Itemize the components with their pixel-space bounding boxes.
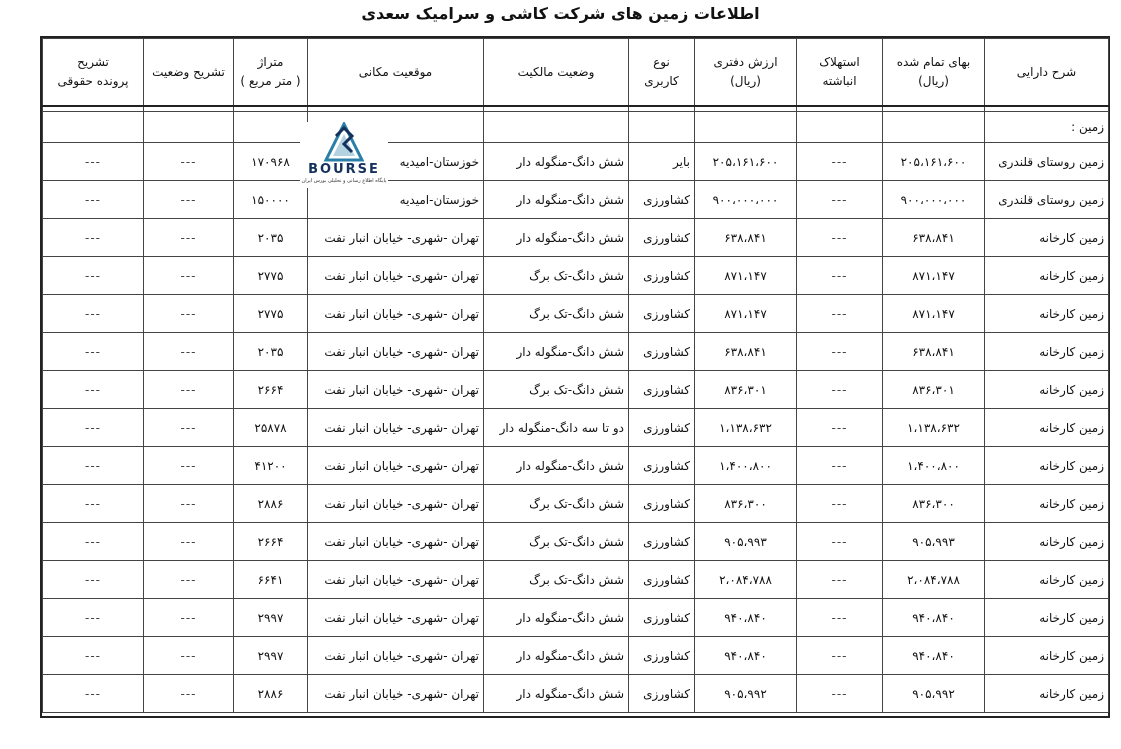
table-row [43, 371, 1109, 409]
status-cell: --- [144, 523, 234, 561]
table-row [43, 637, 1109, 675]
depreciation-cell: --- [797, 485, 883, 523]
book-value-cell: ۲۰۵،۱۶۱،۶۰۰ [695, 143, 797, 181]
depreciation-cell: --- [797, 257, 883, 295]
table-row [43, 143, 1109, 181]
legal-cell: --- [43, 371, 144, 409]
usage-cell: کشاورزی [629, 637, 695, 675]
book-value-cell: ۹۰۰،۰۰۰،۰۰۰ [695, 181, 797, 219]
legal-cell: --- [43, 485, 144, 523]
table-row [43, 485, 1109, 523]
depreciation-cell: --- [797, 561, 883, 599]
logo-subtitle: پایگاه اطلاع رسانی و تحلیلی بورس ایران [301, 178, 387, 184]
depreciation-cell: --- [797, 447, 883, 485]
legal-cell: --- [43, 295, 144, 333]
usage-cell: کشاورزی [629, 219, 695, 257]
area-cell: ۲۶۶۴ [234, 523, 308, 561]
section-row [43, 112, 1109, 143]
usage-cell: کشاورزی [629, 523, 695, 561]
bourse-logo [300, 122, 388, 188]
book-value-cell: ۶۳۸،۸۴۱ [695, 219, 797, 257]
ownership-cell: شش دانگ-تک برگ [484, 371, 629, 409]
depreciation-cell: --- [797, 409, 883, 447]
usage-cell: بایر [629, 143, 695, 181]
asset-desc-cell: زمین کارخانه [985, 447, 1109, 485]
cost-cell: ۸۷۱،۱۴۷ [883, 295, 985, 333]
asset-desc-cell: زمین کارخانه [985, 409, 1109, 447]
asset-desc-cell: زمین کارخانه [985, 599, 1109, 637]
location-cell: تهران -شهری- خیابان انبار نفت [308, 675, 484, 713]
depreciation-cell: --- [797, 143, 883, 181]
area-cell: ۲۰۳۵ [234, 333, 308, 371]
legal-cell: --- [43, 143, 144, 181]
usage-cell: کشاورزی [629, 295, 695, 333]
legal-cell: --- [43, 181, 144, 219]
depreciation-cell: --- [797, 523, 883, 561]
status-cell: --- [144, 181, 234, 219]
area-cell: ۲۵۸۷۸ [234, 409, 308, 447]
status-cell: --- [144, 675, 234, 713]
table-row [43, 561, 1109, 599]
asset-desc-cell: زمین کارخانه [985, 295, 1109, 333]
table-row [43, 257, 1109, 295]
status-cell: --- [144, 561, 234, 599]
status-cell: --- [144, 371, 234, 409]
legal-cell: --- [43, 523, 144, 561]
depreciation-cell: --- [797, 295, 883, 333]
land-info-table [42, 38, 1109, 713]
area-cell: ۲۷۷۵ [234, 257, 308, 295]
status-cell: --- [144, 295, 234, 333]
legal-cell: --- [43, 447, 144, 485]
usage-cell: کشاورزی [629, 257, 695, 295]
location-cell: تهران -شهری- خیابان انبار نفت [308, 333, 484, 371]
ownership-cell: شش دانگ-منگوله دار [484, 675, 629, 713]
status-cell: --- [144, 333, 234, 371]
status-cell: --- [144, 257, 234, 295]
ownership-cell: شش دانگ-تک برگ [484, 485, 629, 523]
location-cell: تهران -شهری- خیابان انبار نفت [308, 257, 484, 295]
usage-cell: کشاورزی [629, 333, 695, 371]
book-value-cell: ۱،۱۳۸،۶۳۲ [695, 409, 797, 447]
location-cell: تهران -شهری- خیابان انبار نفت [308, 371, 484, 409]
location-cell: تهران -شهری- خیابان انبار نفت [308, 637, 484, 675]
asset-desc-cell: زمین کارخانه [985, 219, 1109, 257]
book-value-cell: ۸۳۶،۳۰۱ [695, 371, 797, 409]
legal-cell: --- [43, 599, 144, 637]
table-row [43, 295, 1109, 333]
depreciation-cell: --- [797, 599, 883, 637]
table-row [43, 181, 1109, 219]
ownership-cell: شش دانگ-تک برگ [484, 257, 629, 295]
usage-cell: کشاورزی [629, 409, 695, 447]
table-row [43, 599, 1109, 637]
legal-cell: --- [43, 561, 144, 599]
asset-desc-cell: زمین کارخانه [985, 371, 1109, 409]
book-value-cell: ۹۴۰،۸۴۰ [695, 599, 797, 637]
book-value-cell: ۹۰۵،۹۹۲ [695, 675, 797, 713]
ownership-cell: شش دانگ-تک برگ [484, 561, 629, 599]
book-value-cell: ۲،۰۸۴،۷۸۸ [695, 561, 797, 599]
area-cell: ۶۶۴۱ [234, 561, 308, 599]
asset-desc-cell: زمین کارخانه [985, 675, 1109, 713]
depreciation-cell: --- [797, 371, 883, 409]
col-usage: نوع کاربری [629, 39, 695, 107]
location-cell: تهران -شهری- خیابان انبار نفت [308, 409, 484, 447]
area-cell: ۴۱۲۰۰ [234, 447, 308, 485]
usage-cell: کشاورزی [629, 561, 695, 599]
cost-cell: ۸۷۱،۱۴۷ [883, 257, 985, 295]
book-value-cell: ۹۰۵،۹۹۳ [695, 523, 797, 561]
ownership-cell: دو تا سه دانگ-منگوله دار [484, 409, 629, 447]
asset-desc-cell: زمین کارخانه [985, 257, 1109, 295]
book-value-cell: ۸۳۶،۳۰۰ [695, 485, 797, 523]
depreciation-cell: --- [797, 219, 883, 257]
table-row [43, 219, 1109, 257]
status-cell: --- [144, 599, 234, 637]
col-status: تشریح وضعیت [144, 39, 234, 107]
page-title: اطلاعات زمین های شرکت کاشی و سرامیک سعدی [361, 4, 760, 23]
status-cell: --- [144, 447, 234, 485]
area-cell: ۲۷۷۵ [234, 295, 308, 333]
asset-desc-cell: زمین کارخانه [985, 333, 1109, 371]
cost-cell: ۹۰۵،۹۹۳ [883, 523, 985, 561]
ownership-cell: شش دانگ-منگوله دار [484, 219, 629, 257]
cost-cell: ۱،۴۰۰،۸۰۰ [883, 447, 985, 485]
area-cell: ۱۵۰۰۰۰ [234, 181, 308, 219]
bourse-logo-icon [300, 122, 388, 162]
asset-desc-cell: زمین روستای قلندری [985, 143, 1109, 181]
location-cell: تهران -شهری- خیابان انبار نفت [308, 447, 484, 485]
ownership-cell: شش دانگ-تک برگ [484, 523, 629, 561]
cost-cell: ۲،۰۸۴،۷۸۸ [883, 561, 985, 599]
location-cell: تهران -شهری- خیابان انبار نفت [308, 295, 484, 333]
book-value-cell: ۱،۴۰۰،۸۰۰ [695, 447, 797, 485]
location-cell: تهران -شهری- خیابان انبار نفت [308, 219, 484, 257]
book-value-cell: ۶۳۸،۸۴۱ [695, 333, 797, 371]
usage-cell: کشاورزی [629, 181, 695, 219]
ownership-cell: شش دانگ-منگوله دار [484, 637, 629, 675]
legal-cell: --- [43, 333, 144, 371]
area-cell: ۲۸۸۶ [234, 675, 308, 713]
cost-cell: ۸۳۶،۳۰۰ [883, 485, 985, 523]
area-cell: ۱۷۰۹۶۸ [234, 143, 308, 181]
asset-desc-cell: زمین کارخانه [985, 561, 1109, 599]
depreciation-cell: --- [797, 181, 883, 219]
usage-cell: کشاورزی [629, 485, 695, 523]
header-row [43, 39, 1109, 107]
ownership-cell: شش دانگ-منگوله دار [484, 333, 629, 371]
legal-cell: --- [43, 675, 144, 713]
cost-cell: ۱،۱۳۸،۶۳۲ [883, 409, 985, 447]
depreciation-cell: --- [797, 333, 883, 371]
cost-cell: ۹۰۰،۰۰۰،۰۰۰ [883, 181, 985, 219]
ownership-cell: شش دانگ-منگوله دار [484, 599, 629, 637]
section-label: زمین : [985, 112, 1109, 143]
book-value-cell: ۸۷۱،۱۴۷ [695, 257, 797, 295]
location-cell: تهران -شهری- خیابان انبار نفت [308, 561, 484, 599]
status-cell: --- [144, 143, 234, 181]
status-cell: --- [144, 219, 234, 257]
usage-cell: کشاورزی [629, 599, 695, 637]
status-cell: --- [144, 637, 234, 675]
cost-cell: ۸۳۶،۳۰۱ [883, 371, 985, 409]
depreciation-cell: --- [797, 675, 883, 713]
col-asset-desc: شرح دارایی [985, 39, 1109, 107]
legal-cell: --- [43, 257, 144, 295]
table-row [43, 447, 1109, 485]
table-row [43, 409, 1109, 447]
col-area: متراژ ( متر مربع ) [234, 39, 308, 107]
asset-desc-cell: زمین کارخانه [985, 485, 1109, 523]
usage-cell: کشاورزی [629, 675, 695, 713]
area-cell: ۲۹۹۷ [234, 599, 308, 637]
location-cell: خوزستان-امیدیه [308, 181, 484, 219]
col-location: موقعیت مکانی [308, 39, 484, 107]
depreciation-cell: --- [797, 637, 883, 675]
cost-cell: ۶۳۸،۸۴۱ [883, 219, 985, 257]
book-value-cell: ۹۴۰،۸۴۰ [695, 637, 797, 675]
location-cell: خوزستان-امیدیه [308, 143, 484, 181]
location-cell: تهران -شهری- خیابان انبار نفت [308, 599, 484, 637]
ownership-cell: شش دانگ-تک برگ [484, 295, 629, 333]
ownership-cell: شش دانگ-منگوله دار [484, 181, 629, 219]
book-value-cell: ۸۷۱،۱۴۷ [695, 295, 797, 333]
col-cost: بهای تمام شده (ریال) [883, 39, 985, 107]
col-depreciation: استهلاک انباشته [797, 39, 883, 107]
asset-desc-cell: زمین کارخانه [985, 637, 1109, 675]
legal-cell: --- [43, 409, 144, 447]
cost-cell: ۲۰۵،۱۶۱،۶۰۰ [883, 143, 985, 181]
table-row [43, 675, 1109, 713]
logo-text: BOURSE [308, 162, 380, 177]
cost-cell: ۹۴۰،۸۴۰ [883, 637, 985, 675]
col-ownership: وضعیت مالکیت [484, 39, 629, 107]
ownership-cell: شش دانگ-منگوله دار [484, 447, 629, 485]
area-cell: ۲۸۸۶ [234, 485, 308, 523]
status-cell: --- [144, 485, 234, 523]
col-book-value: ارزش دفتری (ریال) [695, 39, 797, 107]
area-cell: ۲۹۹۷ [234, 637, 308, 675]
status-cell: --- [144, 409, 234, 447]
table-row [43, 333, 1109, 371]
cost-cell: ۹۴۰،۸۴۰ [883, 599, 985, 637]
cost-cell: ۶۳۸،۸۴۱ [883, 333, 985, 371]
asset-desc-cell: زمین روستای قلندری [985, 181, 1109, 219]
ownership-cell: شش دانگ-منگوله دار [484, 143, 629, 181]
table-row [43, 523, 1109, 561]
area-cell: ۲۶۶۴ [234, 371, 308, 409]
asset-desc-cell: زمین کارخانه [985, 523, 1109, 561]
usage-cell: کشاورزی [629, 447, 695, 485]
location-cell: تهران -شهری- خیابان انبار نفت [308, 485, 484, 523]
legal-cell: --- [43, 637, 144, 675]
location-cell: تهران -شهری- خیابان انبار نفت [308, 523, 484, 561]
legal-cell: --- [43, 219, 144, 257]
usage-cell: کشاورزی [629, 371, 695, 409]
area-cell: ۲۰۳۵ [234, 219, 308, 257]
cost-cell: ۹۰۵،۹۹۲ [883, 675, 985, 713]
col-legal: تشریح پرونده حقوقی [43, 39, 144, 107]
